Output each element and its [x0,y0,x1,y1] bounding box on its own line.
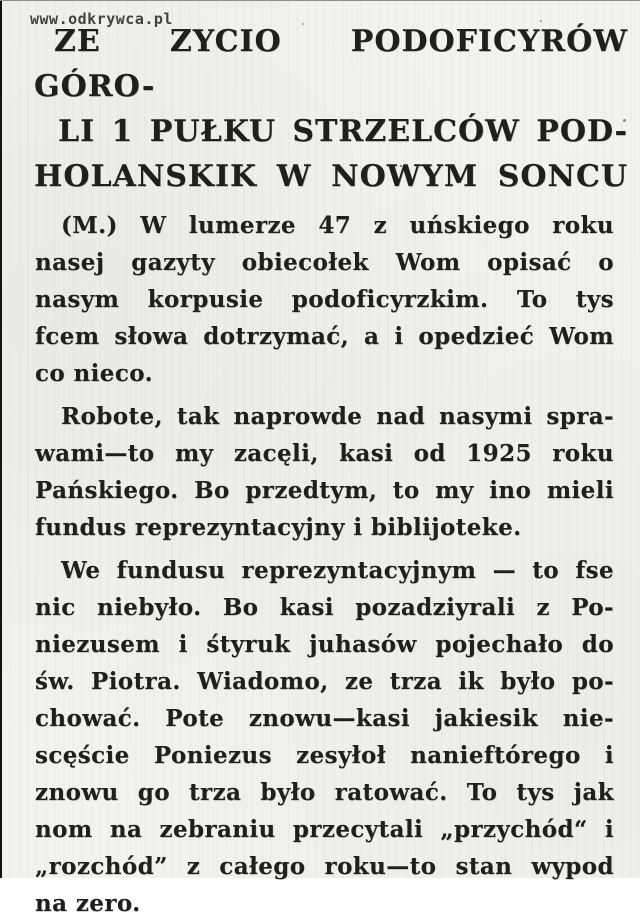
text-line: wami—to my zacęli, kasi od 1925 roku [35,440,614,467]
headline-line: ZE ZYCIO PODOFICYRÓW GÓRO- [34,24,628,104]
text-line: nasym korpusie podoficyrzkim. To tys [35,286,614,313]
headline-line: HOLANSKIK W NOWYM SONCU [34,159,628,194]
text-line: chować. Pote znowu—kasi jakiesik nie- [35,705,614,732]
text-line: scęście Poniezus zesyłoł nanieftórego i [35,742,614,769]
text-line: niezusem i śtyruk juhasów pojechało do [35,631,614,658]
text-line: nic niebyło. Bo kasi pozadziyrali z Po- [35,594,614,621]
text-line: co nieco. [35,360,153,387]
text-line: Robote, tak naprowde nad nasymi spra- [61,403,614,430]
text-line: We fundusu reprezyntacyjnym — to fse [61,557,614,584]
headline [34,19,628,199]
text-line: fcem słowa dotrzymać, a i opedzieć Wom [35,323,614,350]
text-line: (M.) W lumerze 47 z uńskiego roku [61,212,614,239]
paragraph [35,398,614,546]
article-body [35,207,614,922]
headline-line: LI 1 PUŁKU STRZELCÓW POD- [58,114,628,149]
text-line: nom na zebraniu przecytali „przychód“ i [35,816,614,843]
text-line: św. Piotra. Wiadomo, ze trza ik było po- [35,668,614,695]
text-line: na zero. [35,890,141,917]
text-line: Pańskiego. Bo przedtym, to my ino mieli [35,477,614,504]
watermark: www.odkrywca.pl [30,10,173,28]
paragraph [35,207,614,392]
paragraph [35,552,614,922]
text-line: „rozchód” z całego roku—to stan wypod [35,853,614,880]
text-line: nasej gazyty obiecołek Wom opisać o [35,249,614,276]
text-line: znowu go trza było ratować. To tys jak [35,779,614,806]
scan-edge-line [0,1,2,878]
text-line: fundus reprezyntacyjny i biblijoteke. [35,514,522,541]
